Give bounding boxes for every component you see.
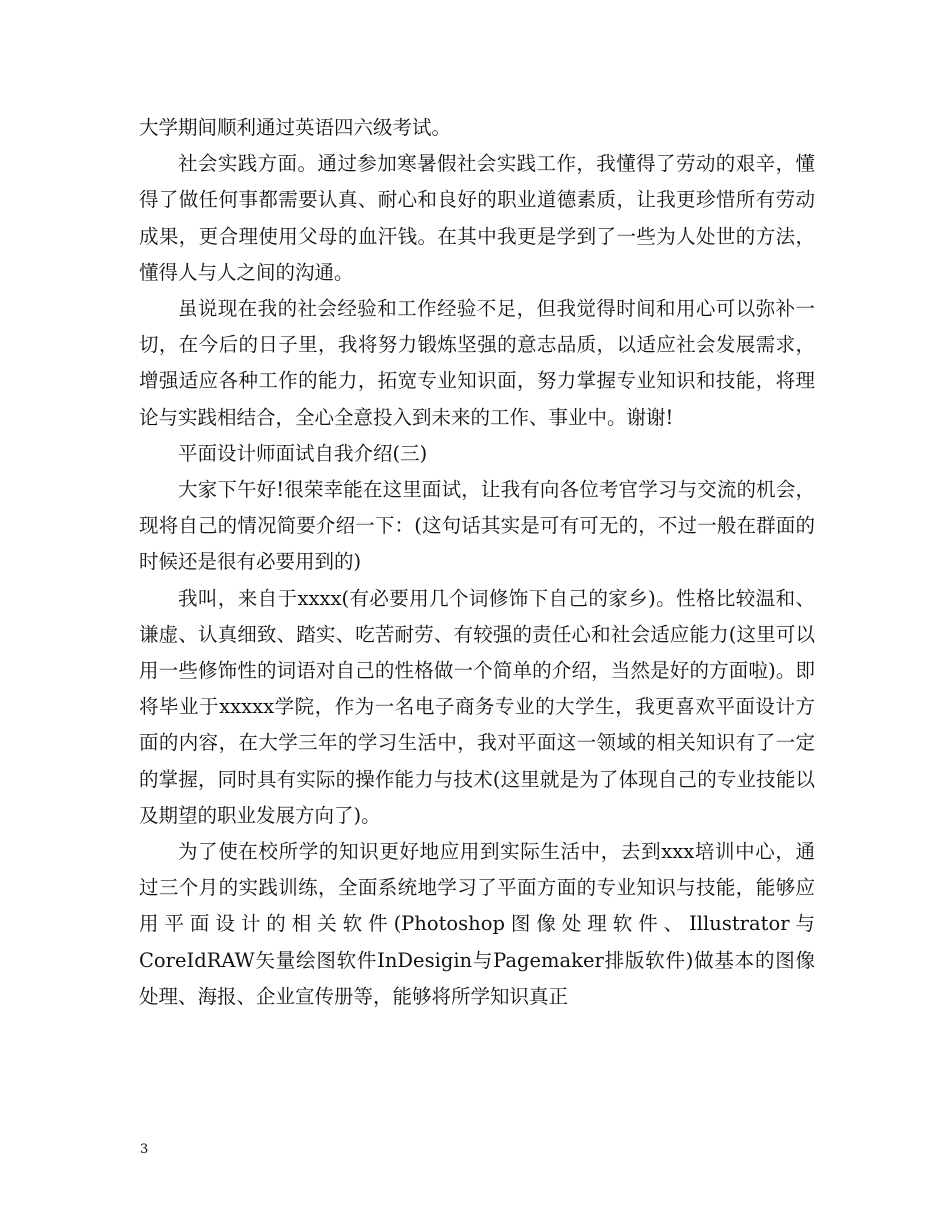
paragraph-personal-intro: 我叫，来自于xxxx(有必要用几个词修饰下自己的家乡)。性格比较温和、谦虚、认真细致、踏实、吃苦耐劳、有较强的责任心和社会适应能力(这里可以用一些修饰性的词语对自己的性格做一个简单的介绍，当然是好的方面啦)。即将毕业于xxxxx学院，作为一名电子商务专业的大学生，我更喜欢平面设计方面的内容，在大学三年的学习生活中，我对平面这一领域的相关知识有了一定的掌握，同时具有实际的操作能力与技术(这里就是为了体现自己的专业技能以及期望的职业发展方向了)。 [139, 586, 815, 827]
page-number: 3 [140, 1142, 149, 1157]
paragraph-social-practice: 社会实践方面。通过参加寒暑假社会实践工作，我懂得了劳动的艰辛，懂得了做任何事都需要认真、耐心和良好的职业道德素质，让我更珍惜所有劳动成果，更合理使用父母的血汗钱。在其中我更是学到了一些为人处世的方法，懂得人与人之间的沟通。 [139, 152, 815, 284]
paragraph-training: 为了使在校所学的知识更好地应用到实际生活中，去到xxx培训中心，通过三个月的实践训练，全面系统地学习了平面方面的专业知识与技能，能够应用平面设计的相关软件(Photoshop图像处理软件、Illustrator与CoreIdRAW矢量绘图软件InDesigin与Pagemaker排版软件)做基本的图像处理、海报、企业宣传册等，能够将所学知识真正 [139, 840, 815, 1008]
paragraph-greeting: 大家下午好!很荣幸能在这里面试，让我有向各位考官学习与交流的机会，现将自己的情况简要介绍一下：(这句话其实是可有可无的，不过一般在群面的时候还是很有必要用到的) [139, 478, 815, 574]
document-body [139, 110, 815, 1015]
section-heading: 平面设计师面试自我介绍(三) [178, 441, 428, 465]
paragraph-experience: 虽说现在我的社会经验和工作经验不足，但我觉得时间和用心可以弥补一切，在今后的日子里，我将努力锻炼坚强的意志品质，以适应社会发展需求，增强适应各种工作的能力，拓宽专业知识面，努力掌握专业知识和技能，将理论与实践相结合，全心全意投入到未来的工作、事业中。谢谢! [139, 297, 815, 429]
paragraph-cet-exam: 大学期间顺利通过英语四六级考试。 [139, 116, 452, 139]
